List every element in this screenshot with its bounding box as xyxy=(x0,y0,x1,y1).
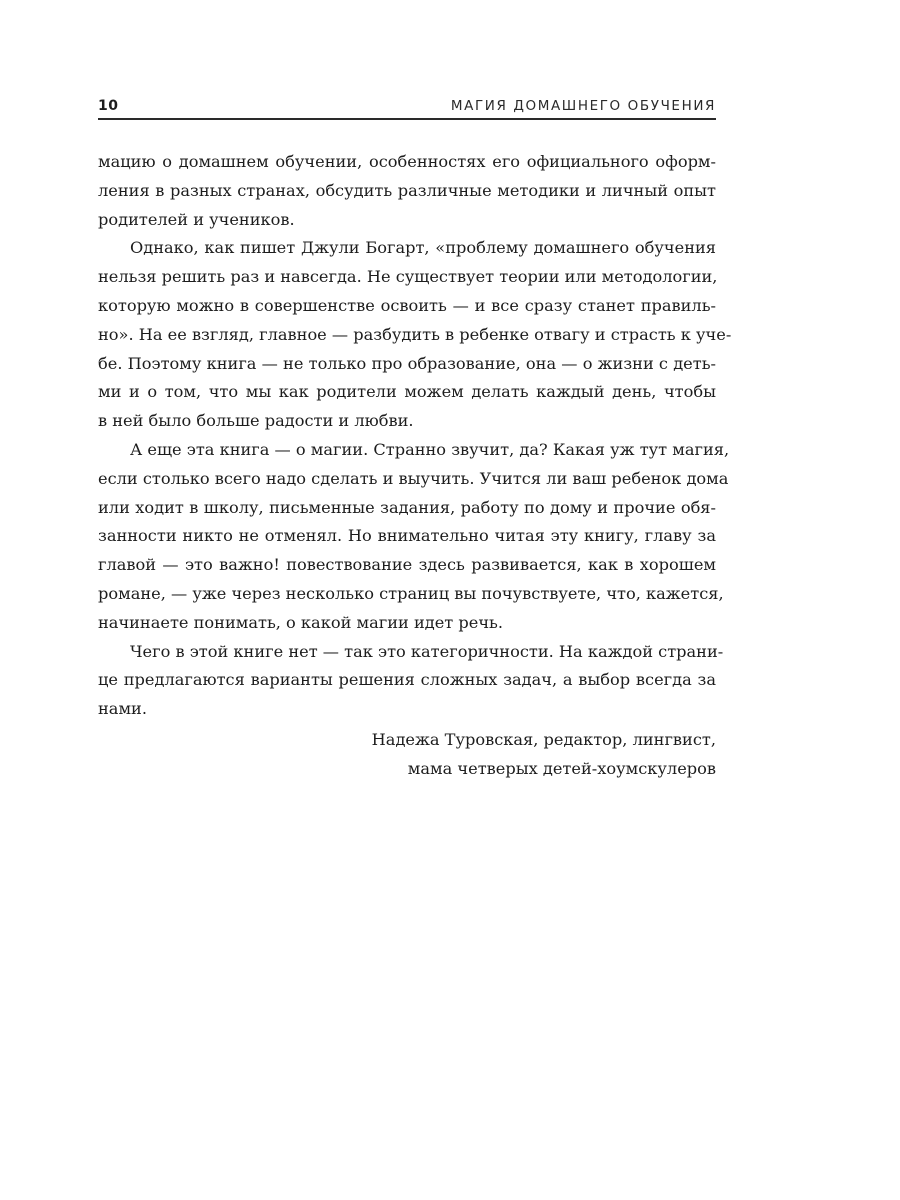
text-line: которую можно в совершенстве освоить — и все сразу станет правиль- xyxy=(98,295,716,315)
text-line: нами. xyxy=(98,699,147,719)
book-page xyxy=(98,96,732,784)
text-line: ми и о том, что мы как родители можем делать каждый день, чтобы xyxy=(98,382,716,402)
text-line: в ней было больше радости и любви. xyxy=(98,411,414,431)
paragraph-1 xyxy=(98,148,716,234)
text-line: це предлагаются варианты решения сложных задач, а выбор всегда за xyxy=(98,670,716,690)
text-line: если столько всего надо сделать и выучить. Учится ли ваш ребенок дома xyxy=(98,468,729,488)
page-number: 10 xyxy=(98,98,119,114)
text-line: А еще эта книга — о магии. Странно звучит, да? Какая уж тут магия, xyxy=(130,439,730,459)
running-header xyxy=(98,96,716,120)
signature-line: мама четверых детей-хоумскулеров xyxy=(407,758,716,778)
paragraph-4 xyxy=(98,638,724,724)
text-line: мацию о домашнем обучении, особенностях его официального оформ- xyxy=(98,152,716,171)
text-line: начинаете понимать, о какой магии идет речь. xyxy=(98,612,503,632)
paragraph-3 xyxy=(98,436,730,638)
running-header-title: МАГИЯ ДОМАШНЕГО ОБУЧЕНИЯ xyxy=(450,98,716,114)
body-text xyxy=(98,148,732,724)
text-line: занности никто не отменял. Но внимательно читая эту книгу, главу за xyxy=(98,526,716,546)
text-line: романе, — уже через несколько страниц вы почувствуете, что, кажется, xyxy=(98,583,724,603)
text-line: нельзя решить раз и навсегда. Не существует теории или методологии, xyxy=(98,267,718,287)
text-line: но». На ее взгляд, главное — разбудить в ребенке отвагу и страсть к уче- xyxy=(98,324,732,344)
text-line: Чего в этой книге нет — так это категоричности. На каждой страни- xyxy=(130,641,724,661)
text-line: Однако, как пишет Джули Богарт, «проблему домашнего обучения xyxy=(130,238,716,258)
text-line: или ходит в школу, письменные задания, работу по дому и прочие обя- xyxy=(98,497,716,517)
text-line: главой — это важно! повествование здесь развивается, как в хорошем xyxy=(98,555,716,575)
paragraph-2 xyxy=(98,234,732,436)
text-line: бе. Поэтому книга — не только про образование, она — о жизни с деть- xyxy=(98,353,716,373)
text-line: ления в разных странах, обсудить различные методики и личный опыт xyxy=(98,180,716,200)
signature-line: Надежа Туровская, редактор, лингвист, xyxy=(371,729,716,749)
author-signature xyxy=(98,726,716,784)
text-line: родителей и учеников. xyxy=(98,209,295,229)
